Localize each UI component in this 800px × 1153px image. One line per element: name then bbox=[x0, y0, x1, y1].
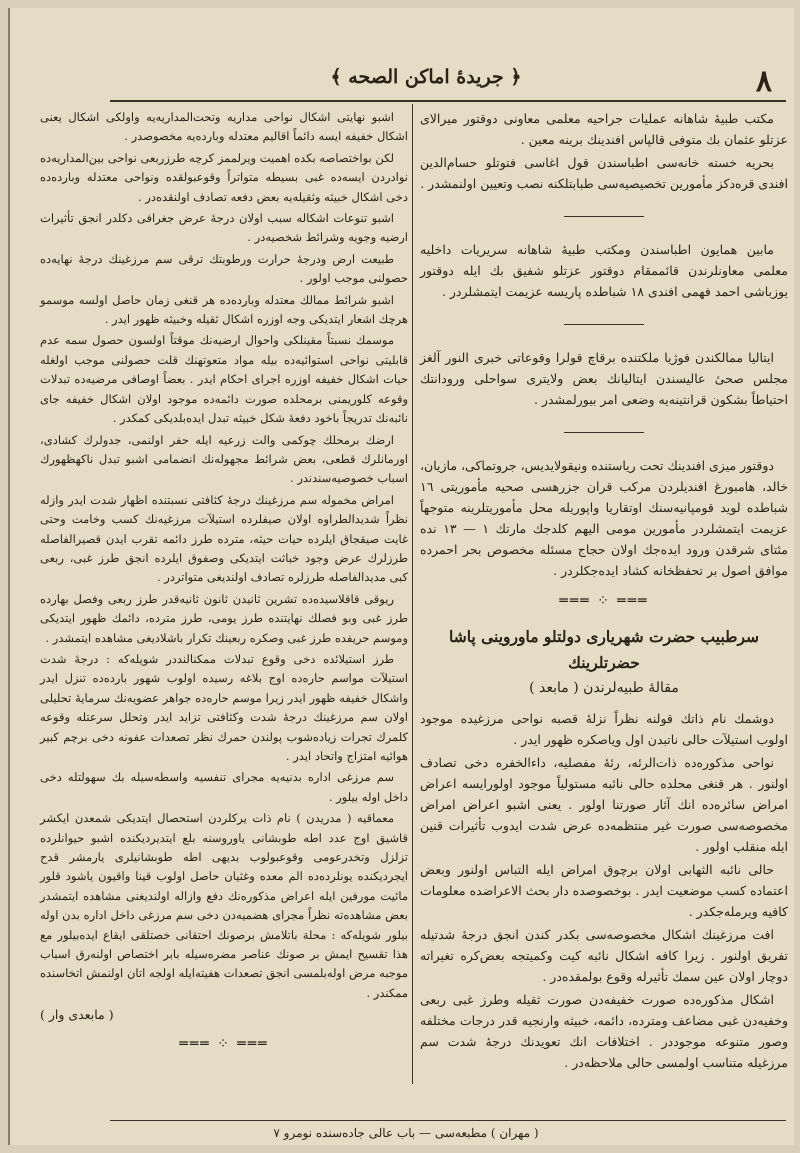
article-paragraph: اشبو نهايتی اشكال نواحی مداريه وتحت‌المداريه‌يه واولكی اشكال يعنی اشكال خفيفه ايسه دائماً اقاليم معتدله وبارده‌يه مخصوصدر . bbox=[40, 110, 408, 144]
news-item-appointment-2: بحريه خسته خانه‌سی اطباسندن قول اغاسی فتوتلو حسام‌الدين افندی قره‌دكز مأمورين تخصيصيه‌سی طبابتلكنه نصب وتعيين اولنمشدر . bbox=[420, 155, 788, 191]
right-column bbox=[420, 108, 788, 1075]
article-paragraph: اشبو شرائط ممالك معتدله وبارده‌ده هر قنغی زمان حاصل اولسه موسمو هرچك اشعار ايتديكی وجه اوزره اشكال ثقيله وخبيثه ظهور ايدر . bbox=[40, 292, 408, 327]
separator-rule bbox=[564, 216, 644, 217]
article-paragraph: امراض مخموله سم مرزغينك درجهٔ كثافتی نسبتنده اظهار شدت ايدر وازله نظراً شديدالطراوه اولان صيفلرده استيلآت مرزغيه‌نك كسب وخامت وحتی غايت صيقجاق ايلرده حيات حيثه، مترده طرز دائمه تقرب ايدن قصيرالفاصله طرزلرك عرض وجود خباثت ايتديكی وصفوق ايلرده انجق طرز غبی، ربعی كبی مديدالفاصله طرزلره تصادف اولنديغی متواتردر . bbox=[40, 492, 408, 585]
article-paragraph: سم مرزغی اداره بدنيه‌يه مجرای تنفسيه واسطه‌سيله بك سهولتله دخی داخل اوله بيلور . bbox=[40, 770, 408, 804]
article-paragraph: لكن بواختصاصه بكده اهميت ويرلممز كرچه طرزربعی نواحی بين‌المداريه‌ده نوادردن ايسه‌ده غبی بسيطه متواتراً وقوعبولقده ونواحی معتدله وبارده‌ده دخی اشكال خبيثه وثقيله‌يه بعض دفعه تصادف اولنقده‌در . bbox=[40, 150, 408, 204]
article-paragraph: اشكال مذكوره‌ده صورت خفيفه‌دن صورت ثقيله وطرز غبی ربعی وخفيه‌دن غبی مضاعف ومترده، دائمه، خبيثه وارنجيه قدر درجات مختلفه وصور متنوعه موجوددر . اختلافات انك تعويدنك درجهٔ شدت سم مرزغيله متناسب اولمسی حالی ملاحظه‌در . bbox=[420, 992, 788, 1070]
article-paragraph: ريوقی قاقلاسيده‌ده تشرين ثانيدن ثانون ثانيه‌قدر طرز ربعی وفصل بهارده طرز غبی وبو فصلك نهايتنده طرز يومی، طرز مترده، دائمك ظهور ايتديكی وموسم حريفده طرز غبی وصكره ربعينك تكرار باشلاديغی مشاهده ايتمشدر . bbox=[40, 591, 408, 645]
journal-title: ﴿ جريدهٔ اماكن الصحه ﴾ bbox=[330, 66, 522, 88]
article-paragraph: نواحی مذكوره‌ده ذات‌الرئه، رئهٔ مفصليه، داء‌الخفره دخی تصادف اولنور . هر قنغی محلده حالی نائبه مستولياً موجود اولورايسه اعراض امراض سائره‌ده انك آثار صورتنا اولور . يعنی اشبو اعراض امراض مخصوصه‌سی صورت غير منتظمه‌ده عرض شدت ايدوب تأثيرات قنين ايله منقلب اولور . bbox=[420, 755, 788, 854]
printer-imprint: ( مهران ) مطبعه‌سی — باب عالی جاده‌سنده نومرو ٧ bbox=[273, 1126, 539, 1140]
article-title: سرطبيب حضرت شهرياری دولتلو ماوروينی پاشا حضرتلرينك bbox=[449, 627, 759, 672]
news-item-departure: مابين همايون اطباسندن ومكتب طبيهٔ شاهانه سريريات داخليه معلمی معاونلرندن قائممقام دوقتور عزتلو شفيق بك ايله دوقتور يوزباشی احمد فهمی افندی ١٨ شباطده پاريسه عزيمت ايتمشلردر . bbox=[420, 242, 788, 299]
news-item-health-mission: دوقتور ميزی افندينك تحت رياستنده ونيقولايديس، جروتماكی، مازيان، خالد، هامبورغ افنديلردن مركب قران جزرهسی صحيه مأموريتی ١٦ شباطده لويد قومپانيه‌سنك اوتقاريا واپوريله محل مأموريتلرينه متوجهاً عزيمت ايتمشلردر مأمورين مومی اليهم كلدجك مارتك ١ — ١٣ نده مئتای شرقدن ورود ايده‌جك اولان حجاج مسئله مخصوص بحر احمرده موافق اصول بر تحفظخانه كشاد ايده‌جكلردر . bbox=[420, 458, 788, 578]
article-paragraph: دوشمك نام ذاتك قولنه نظراً نزلهٔ قصبه نواحی مرزغيده موجود اولوب استيلآت حالی ناتبدن اول وياصكره ظهور ايدر . bbox=[420, 711, 788, 747]
column-divider bbox=[412, 104, 413, 1084]
article-paragraph: موسمك نسبتاً مقينلكی واحوال ارضيه‌نك موقتاً اولسون حصول سمه عدم قابليتی نواحی استوائيه‌ده بيله مواد متعوتهنك قلت حصولنی موجب اولغله حيات اشكال خفيفه اوزره اجرای احكام ايدر . بعضاً اوصافی مرضيه‌ده تبدلات وقوعه كلوريمنی برمحلده صورت دائمه‌ده موجود اولان اشكال خفيفه جاى نائبه‌نك تدريجاً باخود دفعهٔ شكل خبيثه تبدل ايده‌بلديكی كمكدر . bbox=[40, 333, 408, 426]
news-item-quarantine: ايتاليا ممالكندن فوژيا ملكتنده برقاچ قولرا وقوعاتی خبری النور آلغز مجلس صحیٔ عاليسندن ايتاليانك بعض ولايتری سواحلی ورودانتك احتياطاً بشكون قرانتينه‌يه وضعی امر بيورلمشدر . bbox=[420, 350, 788, 407]
footer-rule bbox=[110, 1120, 786, 1121]
article-paragraph: معماقيه ( مدريدن ) نام ذات يركلردن استحصال ايتديكی شمعدن ايكشر قاشيق اوج عدد اطه طوبشانی ياوروسنه بلع ايتديرديكنده اشبو حيوانلرده تزلزل وتخدرعومی وقوعبولوب بديهی اطه طوبشانيلری يارمشر قدح ايجرديكنده يونلرده‌ده الم معده وغثيان حاصل اولوب قينا واقيون ياشود قلور مائيت مورفين ايله اعراض مذكوره‌نك دفع وازاله اولنديغنی مشاهده ايتمشدر بعض مشاهده‌ته نظراً مجرای هضميه‌دن دخی سم مرزغی داخل اداره بدن اوله بيلور شويله‌كه : محلة باتلامش برصونك احتقانی خصتلقی ايقاع ايده‌بيلور مع هذا تقسيح ايمش بر صونك عناصر مضره‌سيله بابر اختصاص اولنه‌رق اسباب موجبه مرض اوله‌بلمسی انجق تصعدات هفيته‌ايله اولجه اتان اولنمش اتخاسنده ممكندر . bbox=[40, 811, 408, 1000]
page-number: ٨ bbox=[755, 64, 772, 99]
article-paragraph: افت مرزغينك اشكال مخصوصه‌سی بكدر كندن انجق درجهٔ شدتيله تفريق اولنور . زيرا كافه اشكال نائبه كيت وكميتجه بعض‌كره تغيراته دوچار اولان عين سمك تأثيرله وقوع بولمقده‌در . bbox=[420, 927, 788, 984]
article-subtitle: مقالهٔ طبيه‌لرندن ( مابعد ) bbox=[529, 680, 679, 696]
article-paragraph: ارضك برمحلك چوكمی والت زرعيه ايله حفر اولنمی، جدولرك كشادی، اورمانلرك قطعی، بعض شرائط مجهوله‌نك انضمامی اشبو تبدل ناكهظهورك اسباب خصوصيه‌سندندر . bbox=[40, 432, 408, 486]
continuation-note: ( مابعدی وار ) bbox=[40, 1007, 114, 1023]
article-paragraph: حالی نائبه الثهابی اولان برچوق امراض ايله التباس اولنور وبعض اعتماده كسب موضعيت ايدر . بوخصوصده دار بحث الاعراضده معلومات كافيه ويرمله‌جكدر . bbox=[420, 862, 788, 919]
header-rule bbox=[110, 100, 786, 102]
article-paragraph: اشبو تنوعات اشكاله سبب اولان درجهٔ عرض جغرافی دكلدر انجق تأثيرات ارضيه وجويه وشرائط شخصيه‌در . bbox=[40, 211, 408, 245]
separator-rule bbox=[564, 324, 644, 325]
article-paragraph: طبيعت ارض ودرجهٔ حرارت ورطوبتك ترقی سم مرزغينك درجهٔ نهايه‌ده حصولنی موجب اولور . bbox=[40, 251, 408, 286]
page-header bbox=[26, 58, 786, 102]
article-paragraph: طرز استيلائده دخی وقوع تبدلات ممكنالنددر شويله‌كه : درجهٔ شدت استيلآت مواسم حاره‌ده اوج بلاغه رسيده اولوب شهور بارده‌ده تنزل ايدر واشكال خفيفه ظهور ايدر زيرا موسم حاره‌ده جواهر عضويه‌نك سرمايهٔ تحليلی اولان سم مرزغينك درجهٔ شدت وكثافتی تزايد ايدر وتحلل سرعتله وقوعه كلمرك تجرات زياده‌شوب پولندن حمرك نظر تصعدات عفونه دخی برچم كبير هوائيه امتزاج واتحاد ايدر . bbox=[40, 651, 408, 763]
news-item-appointment-1: مكتب طبيهٔ شاهانه عمليات جراحيه معلمی معاونی دوقتور ميرالای عزتلو عثمان بك متوفی قالپاس افندينك برينه معين . bbox=[420, 111, 788, 147]
section-ornament: ═══ ⁘ ═══ bbox=[559, 593, 649, 609]
newspaper-page bbox=[8, 8, 794, 1145]
separator-rule bbox=[564, 432, 644, 433]
end-ornament: ═══ ⁘ ═══ bbox=[179, 1035, 269, 1052]
left-column bbox=[40, 108, 408, 1066]
